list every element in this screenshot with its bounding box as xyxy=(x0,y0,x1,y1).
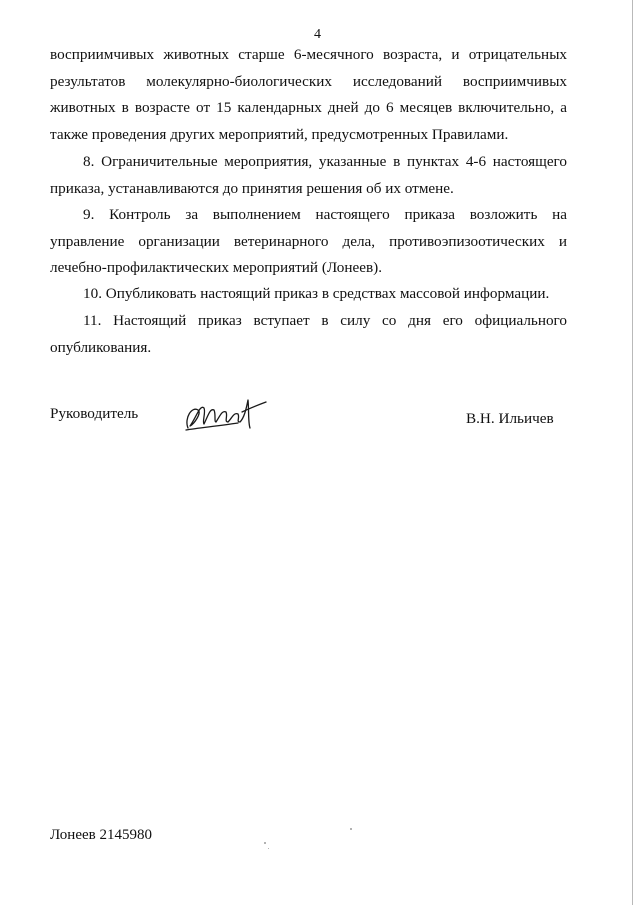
signer-title: Руководитель xyxy=(50,405,139,422)
handwritten-signature-icon xyxy=(178,388,270,436)
paragraph-item-11: 11. Настоящий приказ вступает в силу со дня его официального опубликования. xyxy=(50,312,567,356)
paragraph-item-10: 10. Опубликовать настоящий приказ в средствах массовой информации. xyxy=(83,285,550,302)
page-number: 4 xyxy=(314,27,321,42)
paragraph-item-9: 9. Контроль за выполнением настоящего приказа возложить на управление организации ветеринарного дела, противоэпизоотических и лечебно-профилактических мероприятий (Лонеев). xyxy=(50,206,567,276)
scan-speck xyxy=(264,842,266,844)
paragraph-continuation: восприимчивых животных старше 6-месячного возраста, и отрицательных результатов молекулярно-биологических исследований восприимчивых животных в возрасте от 15 календарных дней до 6 месяцев включительно, а также проведения других мероприятий, предусмотренных Правилами. xyxy=(50,46,567,143)
signer-name: В.Н. Ильичев xyxy=(466,410,554,427)
page-edge xyxy=(632,0,633,905)
footer-executor-code: Лонеев 2145980 xyxy=(50,827,152,843)
scan-speck xyxy=(268,848,269,849)
scan-speck xyxy=(350,828,352,830)
paragraph-item-8: 8. Ограничительные мероприятия, указанные в пунктах 4-6 настоящего приказа, устанавливаются до принятия решения об их отмене. xyxy=(50,153,567,197)
